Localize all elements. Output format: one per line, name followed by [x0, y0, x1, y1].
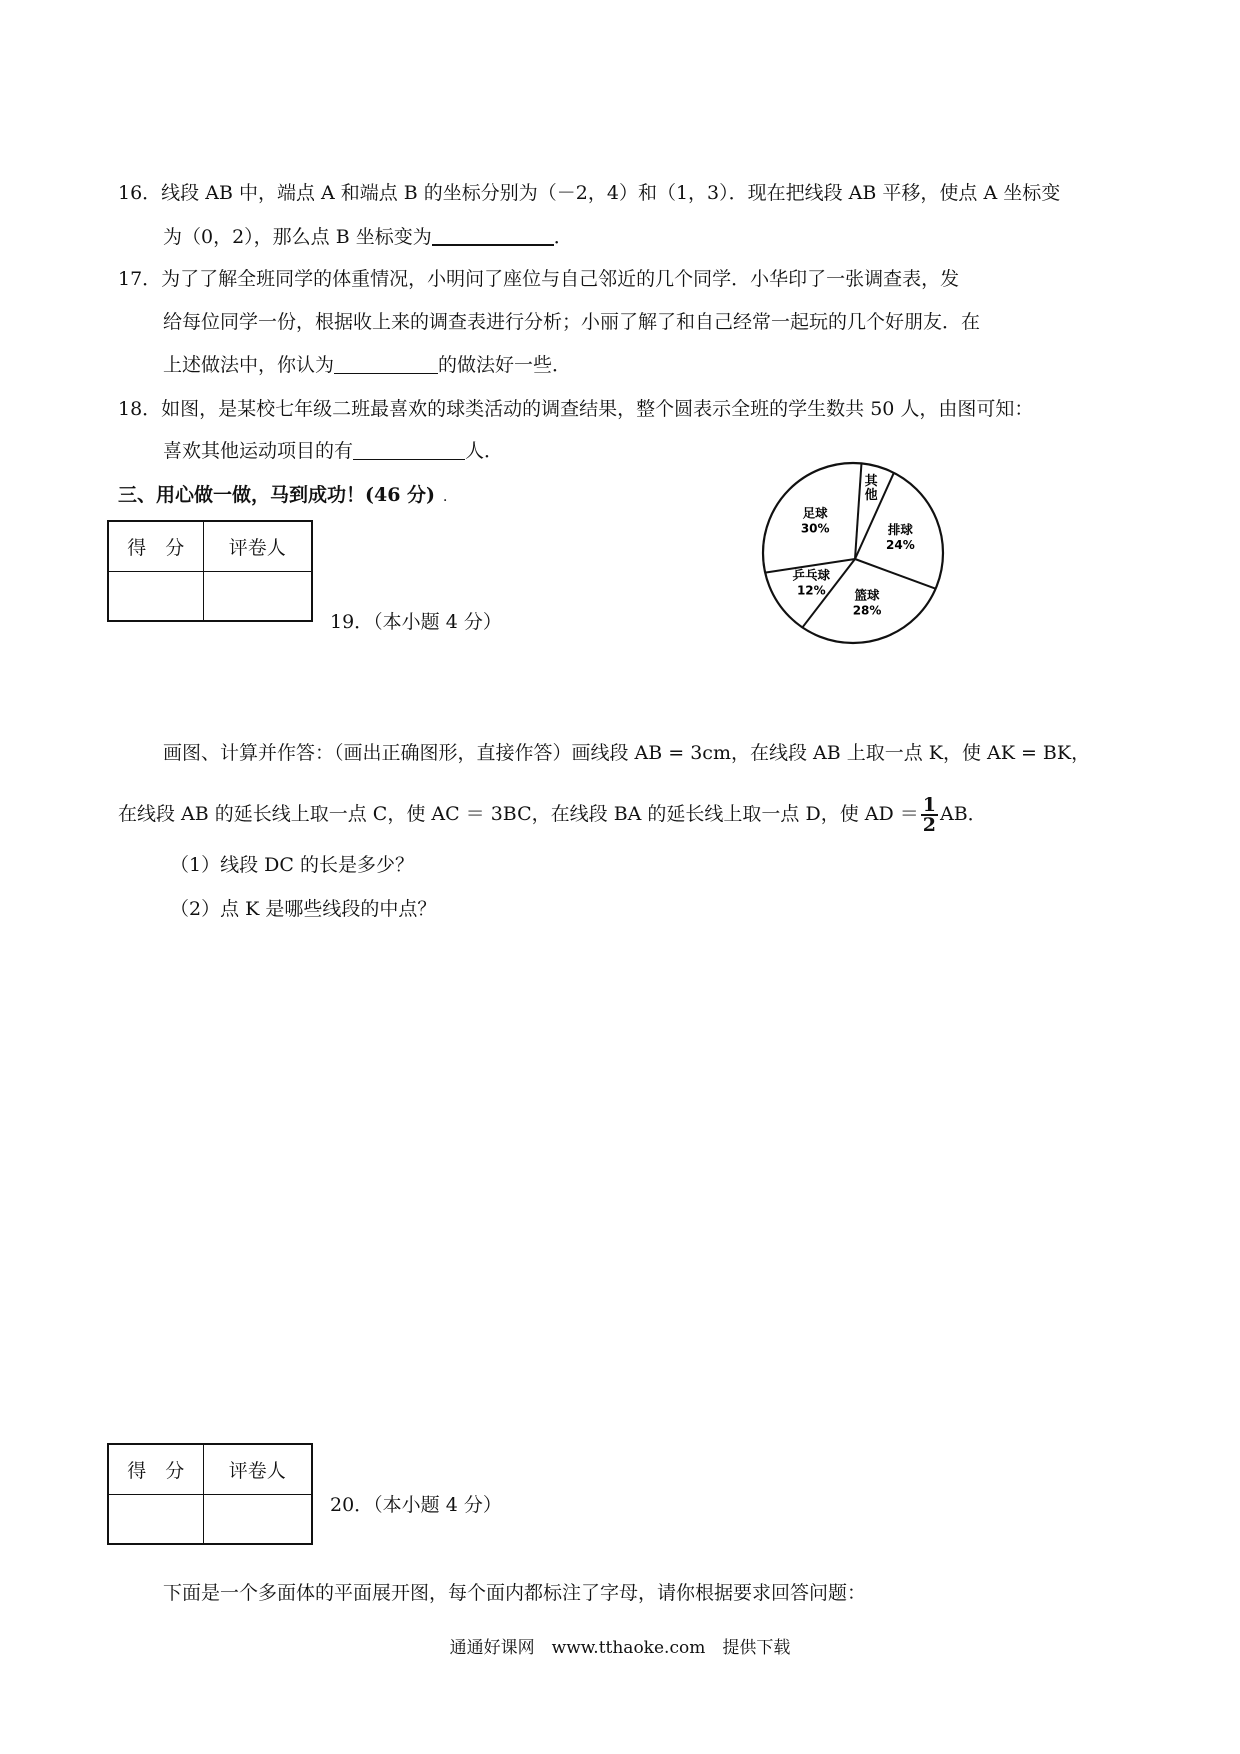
q17-line2: 给每位同学一份，根据收上来的调查表进行分析；小丽了解了和自己经常一起玩的几个好朋友．在 — [163, 311, 981, 333]
q19-header: 19．（本小题 4 分） — [330, 611, 502, 633]
pie-label-乒乓球: 乒乓球 — [792, 567, 831, 583]
q17-line3-pre: 上述做法中，你认为 — [163, 354, 335, 376]
q18-line2 — [163, 438, 503, 464]
q16-line2-pre: 为（0，2），那么点 B 坐标变为 — [163, 226, 432, 248]
score-header: 得 分 — [108, 521, 203, 571]
q18-answer-blank[interactable] — [353, 439, 465, 460]
pie-label-其他-1: 他 — [864, 487, 878, 503]
pie-value-乒乓球: 12% — [796, 583, 826, 598]
q19-line2-pre: 在线段 AB 的延长线上取一点 C，使 AC ＝ 3BC，在线段 BA 的延长线上取一点 D，使 AD ＝ — [118, 803, 919, 825]
q19-line2 — [118, 791, 987, 837]
grader-header: 评卷人 — [203, 1444, 312, 1494]
q16-answer-blank[interactable] — [432, 224, 554, 246]
q16-line2-post: ． — [553, 226, 573, 248]
section-3-title — [118, 482, 457, 510]
grader-header: 评卷人 — [203, 521, 312, 571]
q18-line2-pre: 喜欢其他运动项目的有 — [163, 440, 354, 462]
pie-value-篮球: 28% — [852, 603, 882, 618]
score-cell[interactable] — [108, 571, 203, 621]
fraction-denominator: 2 — [922, 814, 936, 836]
score-cell[interactable] — [108, 1494, 203, 1544]
score-table-19 — [107, 520, 313, 622]
pie-chart — [760, 460, 946, 646]
q17-answer-blank[interactable] — [334, 353, 438, 374]
pie-label-篮球: 篮球 — [854, 587, 880, 603]
grader-cell[interactable] — [203, 1494, 312, 1544]
fraction-numerator: 1 — [922, 794, 936, 816]
section-3-title-text: 三、用心做一做，马到成功！(46 分) — [118, 484, 436, 506]
pie-value-排球: 24% — [886, 537, 915, 552]
score-table-20 — [107, 1443, 313, 1545]
q19-line2-post: AB． — [939, 803, 987, 825]
q20-line1: 下面是一个多面体的平面展开图，每个面内都标注了字母，请你根据要求回答问题： — [163, 1582, 867, 1604]
q18-line2-post: 人． — [465, 440, 504, 462]
q20-header: 20．（本小题 4 分） — [330, 1494, 502, 1516]
pie-value-足球: 30% — [800, 521, 830, 536]
q19-sub1: （1）线段 DC 的长是多少？ — [170, 854, 414, 876]
q19-line1: 画图、计算并作答：（画出正确图形，直接作答）画线段 AB = 3cm，在线段 AB 上取一点 K，使 AK = BK， — [163, 742, 1091, 764]
pie-label-排球: 排球 — [887, 521, 913, 537]
q17-line3-post: 的做法好一些． — [438, 354, 572, 376]
q16-line1: 16．线段 AB 中，端点 A 和端点 B 的坐标分别为（－2，4）和（1，3）．现在把线段 AB 平移，使点 A 坐标变 — [118, 182, 1061, 204]
q17-line3 — [163, 352, 571, 378]
pie-label-其他-0: 其 — [864, 473, 878, 489]
q16-line2 — [163, 224, 573, 250]
grader-cell[interactable] — [203, 571, 312, 621]
pie-label-足球: 足球 — [802, 505, 828, 521]
footer-credit: 通通好课网 www.tthaoke.com 提供下载 — [449, 1638, 791, 1658]
score-header: 得 分 — [108, 1444, 203, 1494]
q18-line1: 18．如图，是某校七年级二班最喜欢的球类活动的调查结果，整个圆表示全班的学生数共 50 人，由图可知： — [118, 398, 1034, 420]
q17-line1: 17．为了了解全班同学的体重情况，小明问了座位与自己邻近的几个同学．小华印了一张调查表，发 — [118, 268, 960, 290]
section-3-dot: ． — [443, 489, 458, 505]
fraction-one-half — [921, 796, 938, 834]
q19-sub2: （2）点 K 是哪些线段的中点？ — [170, 898, 437, 920]
